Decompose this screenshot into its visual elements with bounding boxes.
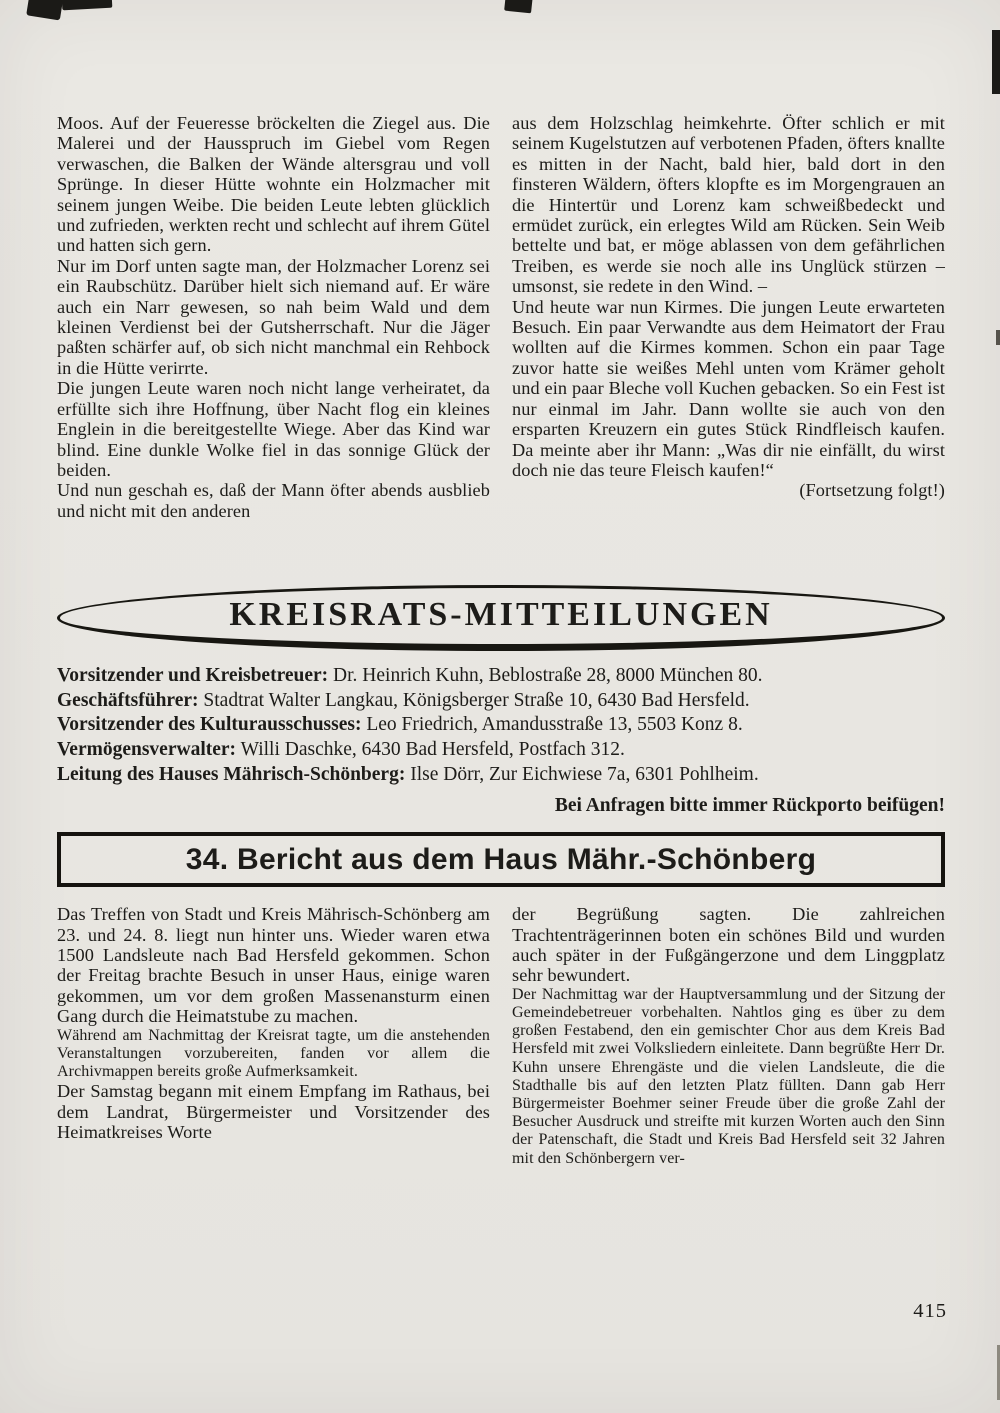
report-right-column: [512, 904, 945, 1168]
story-section: [57, 113, 945, 521]
contact-role: Vermögensverwalter:: [57, 738, 237, 760]
contact-role: Vorsitzender des Kulturausschusses:: [57, 714, 362, 736]
contacts-block: [57, 664, 945, 787]
story-left-column: [57, 113, 490, 521]
story-paragraph: aus dem Holzschlag heimkehrte. Öfter schlich er mit seinem Kugelstutzen auf verbotenen Pfaden, öfters knallte es mitten in der Nacht, bald hier, bald dort in den finsteren Wäldern, öfters klopfte es im Morgengrauen an die Hintertür und Lorenz kam schweißbedeckt und ermüdet zurück, ein erlegtes Wild am Rücken. Sein Weib bettelte und bat, er möge ablassen von dem gefährlichen Treiben, es werde sie noch alle ins Unglück stürzen – umsonst, sie redete in den Wind. –: [512, 113, 945, 297]
contact-details: Willi Daschke, 6430 Bad Hersfeld, Postfach 312.: [240, 738, 625, 760]
report-paragraph: der Begrüßung sagten. Die zahlreichen Trachtenträgerinnen boten ein schönes Bild und wurden auch später in der Fußgängerzone und dem Linggplatz sehr bewundert.: [512, 904, 945, 986]
report-left-column: [57, 904, 490, 1168]
contact-line: [57, 763, 945, 788]
report-paragraph-small: Während am Nachmittag der Kreisrat tagte, um die anstehenden Veranstaltungen vorzubereiten, fanden vor allem die Archivmappen bereits große Aufmerksamkeit.: [57, 1026, 490, 1080]
contact-line: [57, 689, 945, 714]
contact-role: Leitung des Hauses Mährisch-Schönberg:: [57, 763, 406, 785]
contact-line: [57, 738, 945, 763]
story-paragraph: Und nun geschah es, daß der Mann öfter abends ausblieb und nicht mit den anderen: [57, 480, 490, 521]
story-paragraph: Die jungen Leute waren noch nicht lange verheiratet, da erfüllte sich ihre Hoffnung, über Nacht flog ein kleines Englein in die bereitgestellte Wiege. Aber das Kind war blind. Eine dunkle Wolke fiel in das sonnige Glück der beiden.: [57, 378, 490, 480]
report-section: [57, 904, 945, 1168]
postage-note: Bei Anfragen bitte immer Rückporto beifügen!: [554, 795, 945, 817]
continuation-note: (Fortsetzung folgt!): [799, 480, 945, 501]
contact-role: Vorsitzender und Kreisbetreuer:: [57, 665, 329, 687]
report-paragraph: Das Treffen von Stadt und Kreis Mährisch-Schönberg am 23. und 24. 8. liegt nun hinter uns. Wieder waren etwa 1500 Landsleute nach Bad Hersfeld gekommen. Schon der Freitag brachte Besuch in unser Haus, einige waren gekommen, um vor dem großen Massenansturm einen Gang durch die Heimatstube zu machen.: [57, 904, 490, 1027]
scan-artifact: [26, 0, 64, 20]
contact-details: Stadtrat Walter Langkau, Königsberger Straße 10, 6430 Bad Hersfeld.: [203, 689, 750, 711]
page-content: [57, 113, 945, 1168]
report-paragraph-small: Der Nachmittag war der Hauptversammlung und der Sitzung der Gemeindebetreuer vorbehalten. Nahtlos ging es über zu dem großen Festabend, den ein gemischter Chor aus dem Kreis Bad Hersfeld mit zwei Volksliedern einleitete. Dann begrüßte Herr Dr. Kuhn unsere Ehrengäste und die vielen Landsleute, die die Stadthalle bis auf den letzten Platz füllten. Dann gab Herr Bürgermeister Boehmer seiner Freude über die große Zahl der Besucher Ausdruck und streifte mit kurzen Worten auch den Sinn der Patenschaft, die Stadt und Kreis Bad Hersfeld seit 32 Jahren mit den Schönbergern ver-: [512, 985, 945, 1167]
story-paragraph: Und heute war nun Kirmes. Die jungen Leute erwarteten Besuch. Ein paar Verwandte aus dem Heimatort der Frau wollten auf die Kirmes kommen. Schon ein paar Tage zuvor hatte sie weißes Mehl unten vom Krämer geholt und ein paar Bleche voll Kuchen gebacken. So ein Fest ist nur einmal im Jahr. Dann wollte sie auch von den ersparten Kreuzern ein gutes Stück Rindfleisch kaufen. Da meinte aber ihr Mann: „Was dir nie einfällt, du wirst doch nie das teure Fleisch kaufen!“: [512, 296, 945, 480]
report-paragraph: Der Samstag begann mit einem Empfang im Rathaus, bei dem Landrat, Bürgermeister und Vorsitzender des Heimatkreises Worte: [57, 1081, 490, 1142]
contact-role: Geschäftsführer:: [57, 689, 199, 711]
contact-line: [57, 713, 945, 738]
scan-artifact: [992, 30, 1000, 94]
scan-artifact: [996, 330, 1000, 345]
kreisrats-banner: [57, 585, 945, 651]
page-number: 415: [913, 1300, 947, 1322]
contact-details: Ilse Dörr, Zur Eichwiese 7a, 6301 Pohlheim.: [410, 763, 759, 785]
story-right-column: [512, 113, 945, 521]
scan-artifact: [504, 0, 533, 13]
story-paragraph: Nur im Dorf unten sagte man, der Holzmacher Lorenz sei ein Raubschütz. Darüber hielt sich niemand auf. Er wäre auch ein Narr gewesen, so nah beim Wald und dem kleinen Verdienst bei der Gutsherrschaft. Nur die Jäger paßten schärfer auf, ob sich nicht manchmal ein Rehbock in die Hütte verirrte.: [57, 255, 490, 378]
story-paragraph: Moos. Auf der Feueresse bröckelten die Ziegel aus. Die Malerei und der Hausspruch im Giebel vom Regen verwaschen, die Balken der Wände altersgrau und voll Sprünge. In dieser Hütte wohnte ein Holzmacher mit seinem jungen Weibe. Die beiden Leute lebten glücklich und zufrieden, werkten recht und schlecht auf ihrem Gütel und hatten sich gern.: [57, 113, 490, 256]
contact-details: Leo Friedrich, Amandusstraße 13, 5503 Konz 8.: [366, 714, 743, 736]
kreisrats-title: KREISRATS-MITTEILUNGEN: [229, 596, 773, 634]
report-title-box: [57, 832, 945, 887]
scan-artifact: [62, 0, 113, 10]
contact-line: [57, 664, 945, 689]
report-title: 34. Bericht aus dem Haus Mähr.-Schönberg: [185, 842, 817, 876]
contact-details: Dr. Heinrich Kuhn, Beblostraße 28, 8000 München 80.: [333, 665, 763, 687]
